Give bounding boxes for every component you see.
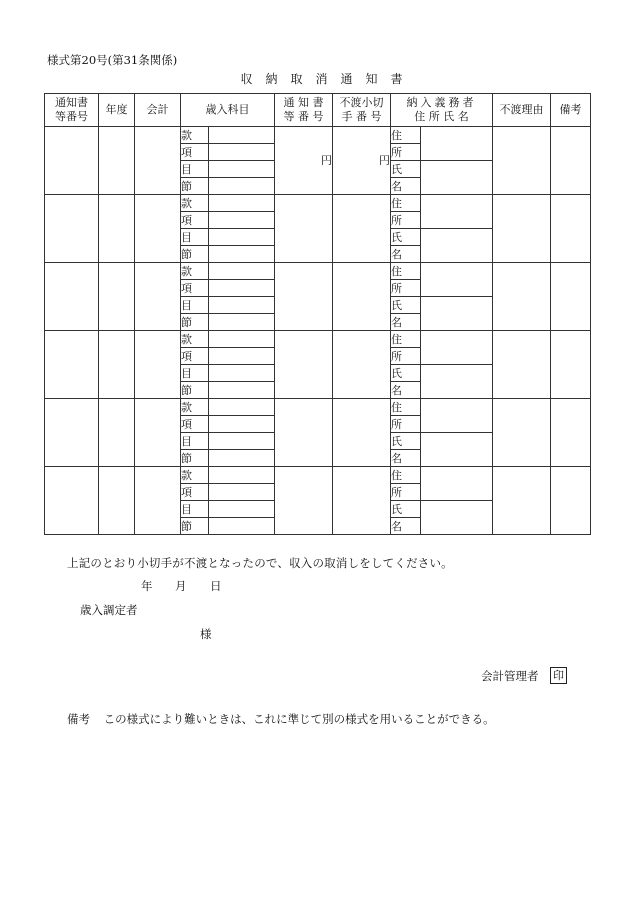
notice-number-cell[interactable] — [45, 399, 99, 467]
check-number-cell[interactable] — [333, 195, 391, 263]
seal-mark: 印 — [550, 667, 567, 684]
taxpayer-label: 所 — [391, 348, 421, 365]
fiscal-year-cell[interactable] — [99, 127, 135, 195]
fiscal-year-cell[interactable] — [99, 195, 135, 263]
category-value-cell[interactable] — [209, 246, 275, 263]
fiscal-year-cell[interactable] — [99, 263, 135, 331]
taxpayer-label: 名 — [391, 246, 421, 263]
name-value-cell[interactable] — [421, 433, 493, 467]
notice-book-number-cell[interactable] — [275, 399, 333, 467]
category-value-cell[interactable] — [209, 297, 275, 314]
date-day-label: 日 — [210, 579, 222, 593]
check-number-cell[interactable] — [333, 331, 391, 399]
taxpayer-label: 氏 — [391, 161, 421, 178]
table-header-row — [45, 94, 591, 127]
category-value-cell[interactable] — [209, 399, 275, 416]
category-label: 節 — [181, 518, 209, 535]
check-number-cell[interactable] — [333, 467, 391, 535]
header-dishonor-reason: 不渡理由 — [493, 94, 551, 127]
category-value-cell[interactable] — [209, 314, 275, 331]
name-value-cell[interactable] — [421, 365, 493, 399]
header-notice-number: 通知書 等番号 — [45, 94, 99, 127]
category-value-cell[interactable] — [209, 450, 275, 467]
category-label: 節 — [181, 314, 209, 331]
category-label: 款 — [181, 331, 209, 348]
taxpayer-label: 住 — [391, 195, 421, 212]
taxpayer-label: 名 — [391, 178, 421, 195]
category-value-cell[interactable] — [209, 144, 275, 161]
category-value-cell[interactable] — [209, 518, 275, 535]
category-value-cell[interactable] — [209, 484, 275, 501]
taxpayer-label: 住 — [391, 127, 421, 144]
remarks-cell[interactable] — [551, 399, 591, 467]
header-notice-book-number: 通 知 書 等 番 号 — [275, 94, 333, 127]
revenue-officer-label: 歳入調定者 — [80, 603, 138, 617]
date-month-label: 月 — [175, 579, 187, 593]
fiscal-year-cell[interactable] — [99, 331, 135, 399]
category-label: 目 — [181, 433, 209, 450]
taxpayer-label: 所 — [391, 280, 421, 297]
table-row — [45, 467, 591, 484]
taxpayer-label: 名 — [391, 450, 421, 467]
remarks-cell[interactable] — [551, 331, 591, 399]
check-number-cell[interactable] — [333, 399, 391, 467]
remark-text: この様式により難いときは、これに準じて別の様式を用いることができる。 — [103, 712, 495, 726]
account-cell[interactable] — [135, 127, 181, 195]
address-value-cell[interactable] — [421, 195, 493, 229]
check-number-cell[interactable] — [333, 127, 391, 195]
notice-text: 上記のとおり小切手が不渡となったので、収入の取消しをしてください。 — [67, 556, 453, 570]
notice-number-cell[interactable] — [45, 467, 99, 535]
name-value-cell[interactable] — [421, 161, 493, 195]
notice-book-number-cell[interactable] — [275, 467, 333, 535]
taxpayer-label: 名 — [391, 314, 421, 331]
notice-book-number-cell[interactable] — [275, 195, 333, 263]
dishonor-reason-cell[interactable] — [493, 263, 551, 331]
header-remarks: 備考 — [551, 94, 591, 127]
category-label: 項 — [181, 484, 209, 501]
category-label: 款 — [181, 127, 209, 144]
name-value-cell[interactable] — [421, 297, 493, 331]
taxpayer-label: 所 — [391, 212, 421, 229]
header-taxpayer: 納入義務者 住 所 氏 名 — [391, 94, 493, 127]
accounting-manager-label: 会計管理者 — [481, 669, 539, 683]
yen-unit: 円 — [379, 154, 390, 167]
category-label: 節 — [181, 382, 209, 399]
notice-book-number-cell[interactable] — [275, 331, 333, 399]
notice-number-cell[interactable] — [45, 331, 99, 399]
table-row — [45, 263, 591, 280]
category-value-cell[interactable] — [209, 382, 275, 399]
address-value-cell[interactable] — [421, 127, 493, 161]
category-value-cell[interactable] — [209, 331, 275, 348]
category-value-cell[interactable] — [209, 348, 275, 365]
remarks-cell[interactable] — [551, 263, 591, 331]
table-row — [45, 331, 591, 348]
category-label: 節 — [181, 178, 209, 195]
taxpayer-label: 所 — [391, 484, 421, 501]
dishonor-reason-cell[interactable] — [493, 399, 551, 467]
table-body — [45, 127, 591, 535]
header-check-number: 不渡小切 手 番 号 — [333, 94, 391, 127]
taxpayer-label: 住 — [391, 263, 421, 280]
category-value-cell[interactable] — [209, 263, 275, 280]
fiscal-year-cell[interactable] — [99, 399, 135, 467]
category-label: 節 — [181, 450, 209, 467]
category-label: 節 — [181, 246, 209, 263]
taxpayer-label: 所 — [391, 416, 421, 433]
taxpayer-label: 名 — [391, 518, 421, 535]
account-cell[interactable] — [135, 399, 181, 467]
category-label: 目 — [181, 229, 209, 246]
notice-number-cell[interactable] — [45, 195, 99, 263]
category-label: 項 — [181, 212, 209, 229]
category-label: 目 — [181, 501, 209, 518]
taxpayer-label: 氏 — [391, 433, 421, 450]
dishonor-reason-cell[interactable] — [493, 331, 551, 399]
category-value-cell[interactable] — [209, 365, 275, 382]
date-year-label: 年 — [141, 579, 153, 593]
category-value-cell[interactable] — [209, 501, 275, 518]
category-label: 項 — [181, 416, 209, 433]
account-cell[interactable] — [135, 263, 181, 331]
notice-book-number-cell[interactable] — [275, 263, 333, 331]
dishonor-reason-cell[interactable] — [493, 127, 551, 195]
category-label: 目 — [181, 365, 209, 382]
yen-unit: 円 — [321, 154, 332, 167]
name-value-cell[interactable] — [421, 501, 493, 535]
check-number-cell[interactable] — [333, 263, 391, 331]
category-value-cell[interactable] — [209, 127, 275, 144]
taxpayer-label: 所 — [391, 144, 421, 161]
account-cell[interactable] — [135, 467, 181, 535]
remarks-cell[interactable] — [551, 127, 591, 195]
category-value-cell[interactable] — [209, 195, 275, 212]
remark-label: 備考 — [67, 712, 90, 726]
category-label: 項 — [181, 348, 209, 365]
taxpayer-label: 住 — [391, 467, 421, 484]
taxpayer-label: 氏 — [391, 297, 421, 314]
category-value-cell[interactable] — [209, 229, 275, 246]
account-cell[interactable] — [135, 331, 181, 399]
address-value-cell[interactable] — [421, 467, 493, 501]
category-value-cell[interactable] — [209, 467, 275, 484]
notice-number-cell[interactable] — [45, 263, 99, 331]
category-label: 項 — [181, 280, 209, 297]
taxpayer-label: 氏 — [391, 365, 421, 382]
category-value-cell[interactable] — [209, 178, 275, 195]
category-label: 款 — [181, 263, 209, 280]
dishonor-reason-cell[interactable] — [493, 195, 551, 263]
category-value-cell[interactable] — [209, 161, 275, 178]
category-value-cell[interactable] — [209, 212, 275, 229]
fiscal-year-cell[interactable] — [99, 467, 135, 535]
category-value-cell[interactable] — [209, 433, 275, 450]
notice-book-number-cell[interactable] — [275, 127, 333, 195]
taxpayer-label: 住 — [391, 331, 421, 348]
category-value-cell[interactable] — [209, 280, 275, 297]
category-label: 款 — [181, 195, 209, 212]
header-revenue-category: 歳入科目 — [181, 94, 275, 127]
document-title: 収納取消通知書 — [240, 72, 416, 86]
name-value-cell[interactable] — [421, 229, 493, 263]
category-label: 項 — [181, 144, 209, 161]
address-value-cell[interactable] — [421, 263, 493, 297]
category-label: 款 — [181, 467, 209, 484]
form-number: 様式第20号(第31条関係) — [47, 53, 178, 67]
category-value-cell[interactable] — [209, 416, 275, 433]
table-row — [45, 195, 591, 212]
account-cell[interactable] — [135, 195, 181, 263]
remark — [67, 711, 495, 727]
honorific-label: 様 — [200, 627, 212, 641]
address-value-cell[interactable] — [421, 399, 493, 433]
taxpayer-label: 氏 — [391, 501, 421, 518]
remarks-cell[interactable] — [551, 467, 591, 535]
category-label: 目 — [181, 161, 209, 178]
taxpayer-label: 氏 — [391, 229, 421, 246]
table-row — [45, 399, 591, 416]
category-label: 目 — [181, 297, 209, 314]
remarks-cell[interactable] — [551, 195, 591, 263]
notice-table — [44, 93, 591, 535]
table-row — [45, 127, 591, 144]
address-value-cell[interactable] — [421, 331, 493, 365]
category-label: 款 — [181, 399, 209, 416]
header-account: 会計 — [135, 94, 181, 127]
taxpayer-label: 住 — [391, 399, 421, 416]
header-fiscal-year: 年度 — [99, 94, 135, 127]
dishonor-reason-cell[interactable] — [493, 467, 551, 535]
notice-number-cell[interactable] — [45, 127, 99, 195]
taxpayer-label: 名 — [391, 382, 421, 399]
